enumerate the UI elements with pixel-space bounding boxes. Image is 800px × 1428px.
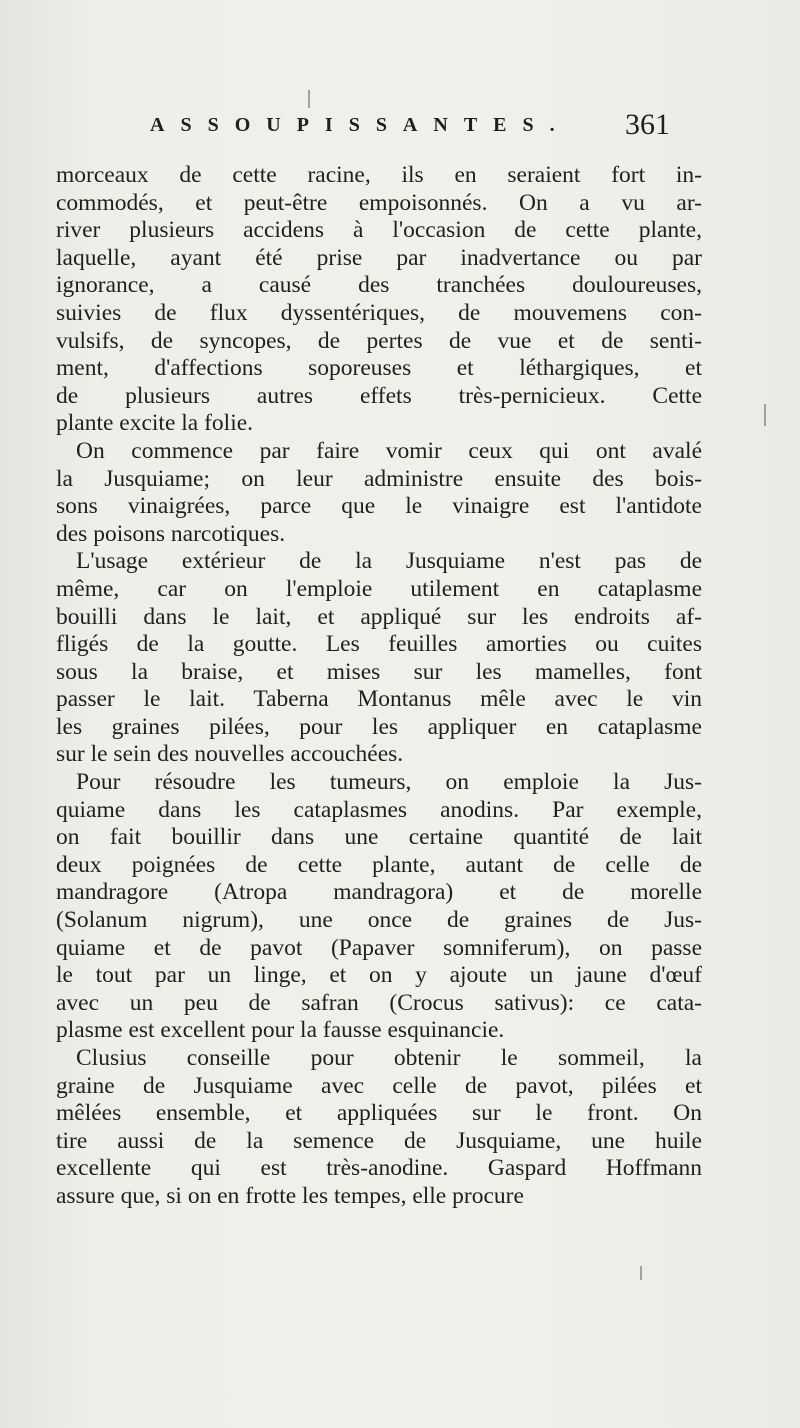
margin-mark (640, 1266, 642, 1280)
text-line: le tout par un linge, et on y ajoute un jaune d'œuf (56, 962, 702, 989)
text-line: assure que, si on en frotte les tempes, elle procure (56, 1182, 524, 1209)
text-line: Pour résoudre les tumeurs, on emploie la Jus- (76, 769, 702, 796)
page-body (56, 162, 702, 1211)
text-line: sur le sein des nouvelles accouchées. (56, 741, 404, 768)
text-line: ignorance, a causé des tranchées douloureuses, (56, 272, 702, 299)
text-line: vulsifs, de syncopes, de pertes de vue et de senti- (56, 327, 702, 354)
text-line: quiame dans les cataplasmes anodins. Par exemple, (56, 796, 702, 823)
text-line: excellente qui est très-anodine. Gaspard Hoffmann (56, 1155, 702, 1182)
text-line: mêlées ensemble, et appliquées sur le front. On (56, 1100, 702, 1127)
text-line: tire aussi de la semence de Jusquiame, une huile (56, 1127, 702, 1154)
text-line: deux poignées de cette plante, autant de celle de (56, 851, 702, 878)
text-line: bouilli dans le lait, et appliqué sur les endroits af- (56, 603, 702, 630)
text-line: commodés, et peut-être empoisonnés. On a vu ar- (56, 189, 702, 216)
text-line: quiame et de pavot (Papaver somniferum), on passe (56, 934, 702, 961)
text-line: sous la braise, et mises sur les mamelles, font (56, 658, 702, 685)
margin-mark (308, 90, 310, 108)
text-line: mandragore (Atropa mandragora) et de morelle (56, 879, 702, 906)
text-line: on fait bouillir dans une certaine quantité de lait (56, 824, 702, 851)
text-line: sons vinaigrées, parce que le vinaigre est l'antidote (56, 493, 702, 520)
text-line: morceaux de cette racine, ils en seraient fort in- (56, 162, 702, 188)
text-line: même, car on l'emploie utilement en cataplasme (56, 575, 702, 602)
text-line: L'usage extérieur de la Jusquiame n'est pas de (76, 548, 702, 575)
text-line: passer le lait. Taberna Montanus mêle avec le vin (56, 686, 702, 713)
text-line: On commence par faire vomir ceux qui ont avalé (76, 437, 702, 464)
text-line: river plusieurs accidens à l'occasion de cette plante, (56, 217, 702, 244)
text-line: des poisons narcotiques. (56, 520, 286, 547)
text-line: suivies de flux dyssentériques, de mouvemens con- (56, 299, 702, 326)
running-head: ASSOUPISSANTES. (150, 114, 571, 136)
text-line: les graines pilées, pour les appliquer en cataplasme (56, 713, 702, 740)
page-number: 361 (625, 108, 670, 141)
page-header (150, 108, 670, 154)
text-line: avec un peu de safran (Crocus sativus): ce cata- (56, 989, 702, 1016)
text-line: la Jusquiame; on leur administre ensuite des bois- (56, 465, 702, 492)
text-line: plasme est excellent pour la fausse esquinancie. (56, 1017, 505, 1044)
margin-mark (764, 404, 766, 426)
text-line: plante excite la folie. (56, 410, 254, 437)
text-line: laquelle, ayant été prise par inadvertance ou par (56, 244, 702, 271)
text-line: fligés de la goutte. Les feuilles amorties ou cuites (56, 631, 702, 658)
text-line: graine de Jusquiame avec celle de pavot, pilées et (56, 1072, 702, 1099)
text-line: ment, d'affections soporeuses et léthargiques, et (56, 355, 702, 382)
text-line: Clusius conseille pour obtenir le sommeil, la (76, 1045, 702, 1071)
text-line: de plusieurs autres effets très-pernicieux. Cette (56, 382, 702, 409)
text-line: (Solanum nigrum), une once de graines de Jus- (56, 907, 702, 934)
